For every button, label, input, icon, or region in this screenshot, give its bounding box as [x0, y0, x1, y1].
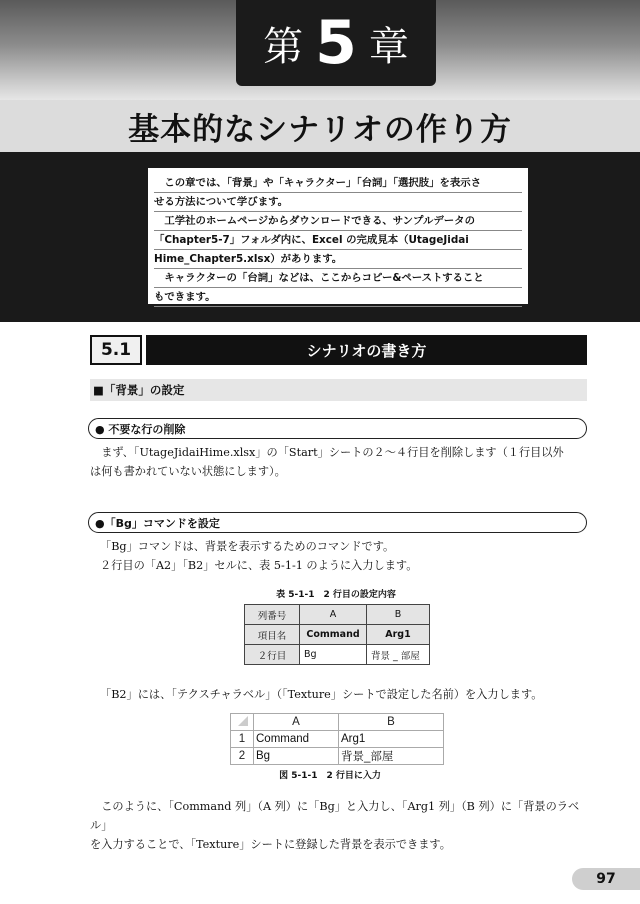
- row-header: 1: [231, 731, 254, 748]
- table-row: [245, 605, 430, 625]
- figure-caption: 図 5-1-1 2 行目に入力: [279, 771, 381, 781]
- paragraph-3: 「B2」には、「テクスチャラベル」（「Texture」シートで設定した名前）を入力します。: [100, 688, 543, 701]
- row-header: 2: [231, 748, 254, 765]
- paragraph-1: [90, 443, 590, 481]
- section-number: 5.1: [90, 335, 142, 365]
- table-row: [245, 625, 430, 645]
- chapter-number: 5: [315, 8, 357, 78]
- table-cell: 列番号: [245, 605, 300, 625]
- column-header: B: [339, 714, 444, 731]
- table-cell: Bg: [300, 645, 367, 665]
- chapter-suffix: 章: [368, 23, 409, 70]
- intro-line: この章では、「背景」や「キャラクター」「台詞」「選択肢」を表示さ: [154, 174, 522, 193]
- paragraph-line: は何も書かれていない状態にします）。: [90, 465, 286, 478]
- table-row: [231, 731, 444, 748]
- chapter-prefix: 第: [263, 23, 304, 70]
- paragraph-line: このように、「Command 列」（A 列）に「Bg」と入力し、「Arg1 列」（B 列）に「背景のラベル」: [90, 800, 580, 832]
- sheet-cell: 背景_部屋: [339, 748, 444, 765]
- paragraph-line: ２行目の「A2」「B2」セルに、表 5-1-1 のように入力します。: [100, 559, 418, 572]
- corner-cell: [231, 714, 254, 731]
- table-cell: 項目名: [245, 625, 300, 645]
- table-cell: 背景 _ 部屋: [367, 645, 430, 665]
- settings-table: [244, 604, 430, 665]
- paragraph-line: 「Bg」コマンドは、背景を表示するためのコマンドです。: [100, 540, 395, 553]
- intro-line: 「Chapter5-7」フォルダ内に、Excel の完成見本（UtageJidai: [154, 231, 522, 250]
- table-cell: B: [367, 605, 430, 625]
- table-row: [231, 714, 444, 731]
- table-cell: ２行目: [245, 645, 300, 665]
- table-cell: Arg1: [367, 625, 430, 645]
- intro-line: もできます。: [154, 288, 522, 307]
- table-row: [231, 748, 444, 765]
- select-all-icon: [235, 715, 249, 727]
- paragraph-line: を入力することで、「Texture」シートに登録した背景を表示できます。: [90, 838, 451, 851]
- chapter-badge: [236, 0, 436, 86]
- paragraph-4: [90, 797, 590, 854]
- table-caption: 表 5-1-1 2 行目の設定内容: [276, 590, 396, 600]
- intro-line: せる方法について学びます。: [154, 193, 522, 212]
- paragraph-line: まず、「UtageJidaiHime.xlsx」の「Start」シートの２～４行目を削除します（１行目以外: [90, 446, 564, 459]
- topic-heading-delete-rows: ● 不要な行の削除: [88, 418, 587, 439]
- intro-box: [148, 168, 528, 304]
- intro-line: Hime_Chapter5.xlsx）があります。: [154, 250, 522, 269]
- table-row: [245, 645, 430, 665]
- sheet-cell: Bg: [254, 748, 339, 765]
- column-header: A: [254, 714, 339, 731]
- section-title: シナリオの書き方: [146, 335, 587, 365]
- intro-line: 工学社のホームページからダウンロードできる、サンプルデータの: [154, 212, 522, 231]
- page-title: 基本的なシナリオの作り方: [128, 111, 512, 148]
- table-cell: Command: [300, 625, 367, 645]
- table-cell: A: [300, 605, 367, 625]
- paragraph-2: [100, 537, 590, 575]
- title-bar: [0, 100, 640, 152]
- intro-line: キャラクターの「台詞」などは、ここからコピー&ペーストすること: [154, 269, 522, 288]
- subheading: ■「背景」の設定: [90, 379, 587, 401]
- spreadsheet-figure: [230, 713, 444, 765]
- sheet-cell: Command: [254, 731, 339, 748]
- topic-heading-bg-command: ●「Bg」コマンドを設定: [88, 512, 587, 533]
- sheet-cell: Arg1: [339, 731, 444, 748]
- page-number: 97: [572, 868, 640, 890]
